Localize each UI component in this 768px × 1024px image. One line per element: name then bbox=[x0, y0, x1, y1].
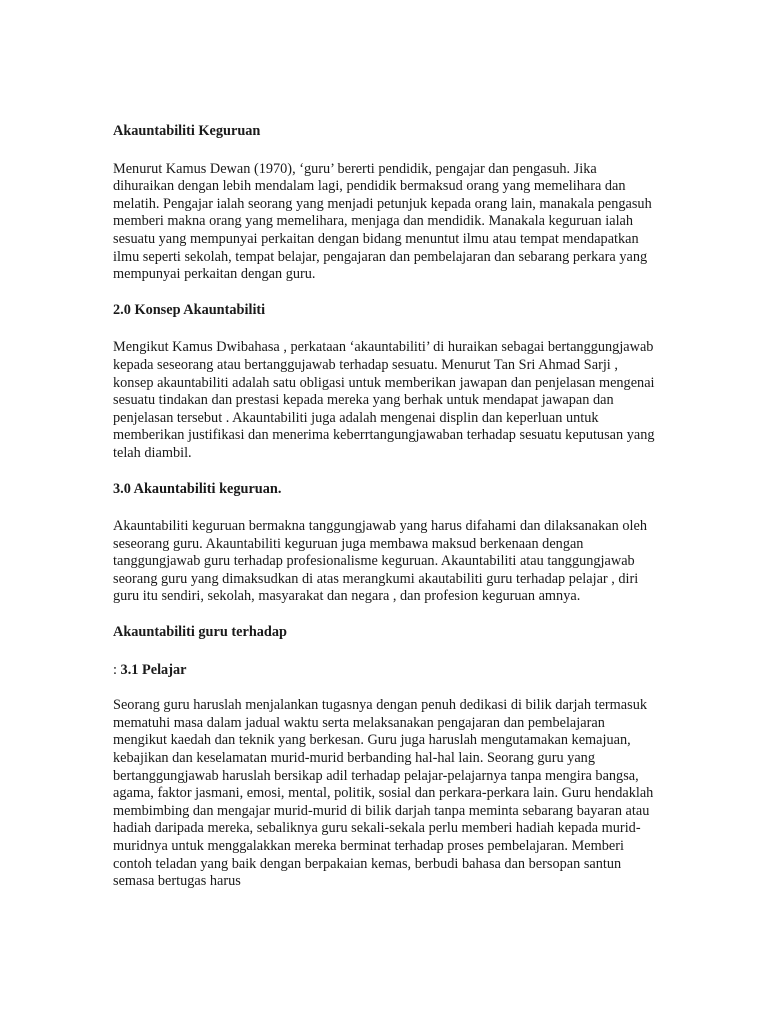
subsection-3-1-paragraph: Seorang guru haruslah menjalankan tugasnya dengan penuh dedikasi di bilik darjah termasuk mematuhi masa dalam jadual waktu serta melaksanakan pengajaran dan pembelajaran mengikut kaedah dan teknik yang berkesan. Guru juga haruslah mengutamakan kemajuan, kebajikan dan keselamatan murid-murid berbanding hal-hal lain. Seorang guru yang bertanggungjawab haruslah bersikap adil terhadap pelajar-pelajarnya tanpa mengira bangsa, agama, faktor jasmani, emosi, mental, politik, sosial dan perkara-perkara lain. Guru hendaklah membimbing dan mengajar murid-murid di bilik darjah tanpa meminta sebarang bayaran atau hadiah daripada mereka, sebaliknya guru sekali-sekala perlu memberi hadiah kepada murid-muridnya untuk menggalakkan mereka berminat terhadap proses pembelajaran. Memberi contoh teladan yang baik dengan berpakaian kemas, berbudi bahasa dan bersopan santun semasa bertugas harus bbox=[113, 697, 654, 890]
section-3-heading: 3.0 Akauntabiliti keguruan. bbox=[113, 480, 282, 497]
section-3-paragraph: Akauntabiliti keguruan bermakna tanggungjawab yang harus difahami dan dilaksanakan oleh seseorang guru. Akauntabiliti keguruan juga membawa maksud berkenaan dengan tanggungjawab guru terhadap profesionalisme keguruan. Akauntabiliti atau tanggungjawab seorang guru yang dimaksudkan di atas merangkumi akautabiliti guru terhadap pelajar , diri guru itu sendiri, sekolah, masyarakat dan negara , dan profesion keguruan amnya. bbox=[113, 518, 647, 605]
subsection-3-1-heading: 3.1 Pelajar bbox=[120, 661, 187, 678]
subsection-heading: Akauntabiliti guru terhadap bbox=[113, 624, 287, 641]
subsection-3-1-heading-line bbox=[113, 662, 661, 680]
intro-paragraph: Menurut Kamus Dewan (1970), ‘guru’ bererti pendidik, pengajar dan pengasuh. Jika dihuraikan dengan lebih mendalam lagi, pendidik bermaksud orang yang memelihara dan melatih. Pengajar ialah seorang yang menjadi petunjuk kepada orang lain, manakala pengasuh memberi makna orang yang memelihara, menjaga dan mendidik. Manakala keguruan ialah sesuatu yang mempunyai perkaitan dengan bidang menuntut ilmu atau tempat mendapatkan ilmu seperti sekolah, tempat belajar, pengajaran dan pembelajaran dan sebarang perkara yang mempunyai perkaitan dengan guru. bbox=[113, 160, 652, 283]
section-2-paragraph: Mengikut Kamus Dwibahasa , perkataan ‘akauntabiliti’ di huraikan sebagai bertanggungjawab kepada seseorang atau bertanggujawab terhadap sesuatu. Menurut Tan Sri Ahmad Sarji , konsep akauntabiliti adalah satu obligasi untuk memberikan jawapan dan penjelasan mengenai sesuatu tindakan dan prestasi kepada mereka yang berhak untuk mendapat jawapan dan penjelasan tersebut . Akauntabiliti juga adalah mengenai displin dan keperluan untuk memberikan justifikasi dan menerima keberrtangungjawaban terhadap sesuatu keputusan yang telah diambil. bbox=[113, 339, 655, 461]
subsection-3-1-prefix: : bbox=[113, 661, 121, 678]
document-title: Akauntabiliti Keguruan bbox=[113, 123, 261, 139]
document-page bbox=[113, 123, 661, 909]
section-2-heading: 2.0 Konsep Akauntabiliti bbox=[113, 301, 266, 318]
